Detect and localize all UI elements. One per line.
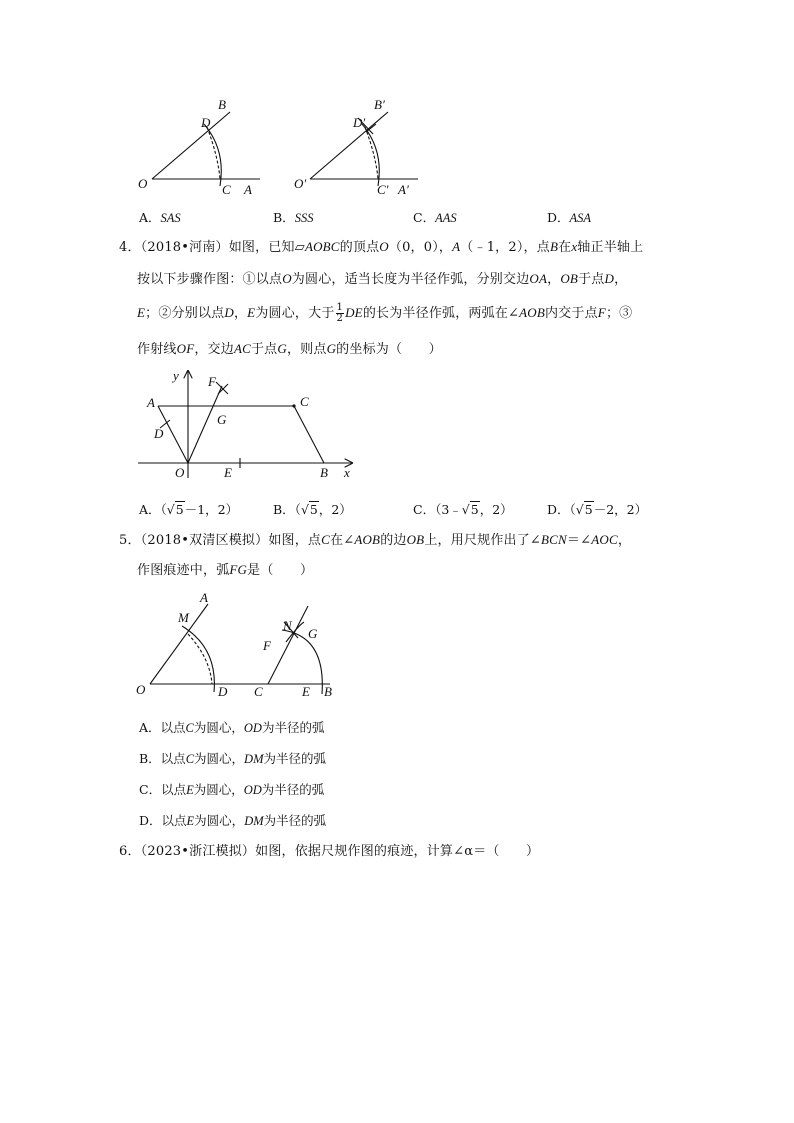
q5-figure [130, 590, 350, 702]
q5-source: （2018•双清区模拟） [140, 533, 269, 548]
q3-label-a-prime: A′ [398, 182, 409, 197]
q5-label-f: F [263, 638, 271, 653]
q4-option-b[interactable]: B．（√5，2） [273, 502, 352, 517]
q5-label-e: E [302, 684, 310, 699]
fraction-one-half: $\frac{1}{2}$ [336, 302, 344, 324]
q6-number: 6． [119, 844, 141, 859]
q3-label-d-prime: D′ [353, 115, 366, 130]
q3-option-a[interactable]: A．SAS [139, 210, 181, 225]
q3-label-c: C [222, 182, 231, 197]
q4-line-2: 按以下步骤作图：①以点O为圆心，适当长度为半径作弧，分别交边OA，OB于点D， [137, 271, 628, 287]
q5-option-d[interactable]: D．以点E为圆心，DM为半径的弧 [139, 813, 327, 828]
q3-figure [130, 96, 430, 200]
q4-option-d[interactable]: D．（√5－2，2） [547, 502, 648, 517]
q5-number: 5． [119, 533, 141, 548]
q4-option-a[interactable]: A．（√5－1，2） [139, 502, 239, 517]
q5-label-m: M [178, 610, 189, 625]
sqrt-icon: √5 [300, 502, 318, 517]
q4-label-d: D [154, 426, 164, 441]
q3-label-d: D [201, 115, 211, 130]
q5-option-a[interactable]: A．以点C为圆心，OD为半径的弧 [139, 720, 325, 735]
q4-label-y: y [173, 368, 179, 383]
q3-option-c[interactable]: C．AAS [413, 210, 457, 225]
q5-angle-bcn [268, 606, 322, 694]
sqrt-icon: √5 [461, 502, 479, 517]
q4-figure [130, 366, 370, 486]
q4-label-a: A [147, 395, 155, 410]
q5-label-a: A [200, 590, 208, 605]
q5-line-2: 作图痕迹中，弧FG是（ ） [137, 562, 314, 578]
q4-line-3: E；②分别以点D，E为圆心，大于 $\frac{1}{2}$ DE的长为半径作弧，两弧在∠AOB内交于点F；③ [137, 302, 633, 324]
q3-option-d[interactable]: D．ASA [547, 210, 592, 225]
q5-option-b[interactable]: B．以点C为圆心，DM为半径的弧 [139, 751, 327, 766]
q5-option-c[interactable]: C．以点E为圆心，OD为半径的弧 [139, 782, 325, 797]
q4-label-b: B [320, 465, 328, 480]
q5-angle-aob [150, 604, 330, 692]
q4-label-f: F [208, 374, 216, 389]
q3-label-b: B [218, 97, 226, 112]
q3-label-a: A [244, 182, 252, 197]
q5-label-c: C [254, 684, 263, 699]
q4-label-x: x [344, 465, 350, 480]
q4-label-o: O [175, 465, 185, 480]
q5-label-d: D [218, 684, 228, 699]
q3-label-o: O [138, 176, 148, 191]
sqrt-icon: √5 [575, 502, 593, 517]
q4-label-g: G [217, 412, 227, 427]
q5-label-n: N [283, 618, 292, 633]
q4-number: 4． [119, 240, 141, 255]
q5-label-o: O [136, 682, 146, 697]
q5-label-g: G [308, 626, 318, 641]
q6-source: （2023•浙江模拟） [140, 844, 256, 859]
q4-option-c[interactable]: C．（3﹣√5，2） [413, 502, 513, 517]
q4-line-1: 4．（2018•河南）如图，已知▱AOBC的顶点O（0，0），A（﹣1，2），点B在x轴正半轴上 [119, 239, 644, 255]
q5-line-1: 5．（2018•双清区模拟）如图，点C在∠AOB的边OB上，用尺规作出了∠BCN＝∠AOC， [119, 532, 632, 548]
q3-label-c-prime: C′ [377, 182, 389, 197]
q5-label-b: B [324, 684, 332, 699]
q6-line-1: 6．（2023•浙江模拟）如图，依据尺规作图的痕迹，计算∠α＝（ ） [119, 844, 540, 859]
q4-axes [138, 371, 352, 478]
q3-label-b-prime: B′ [374, 97, 385, 112]
q3-option-b[interactable]: B．SSS [273, 210, 314, 225]
q4-source: （2018•河南） [140, 240, 229, 255]
q4-line-4: 作射线OF，交边AC于点G，则点G的坐标为（ ） [137, 341, 442, 357]
q3-label-o-prime: O′ [294, 176, 307, 191]
q4-label-e: E [224, 465, 232, 480]
sqrt-icon: √5 [166, 502, 184, 517]
q4-label-c: C [300, 394, 309, 409]
